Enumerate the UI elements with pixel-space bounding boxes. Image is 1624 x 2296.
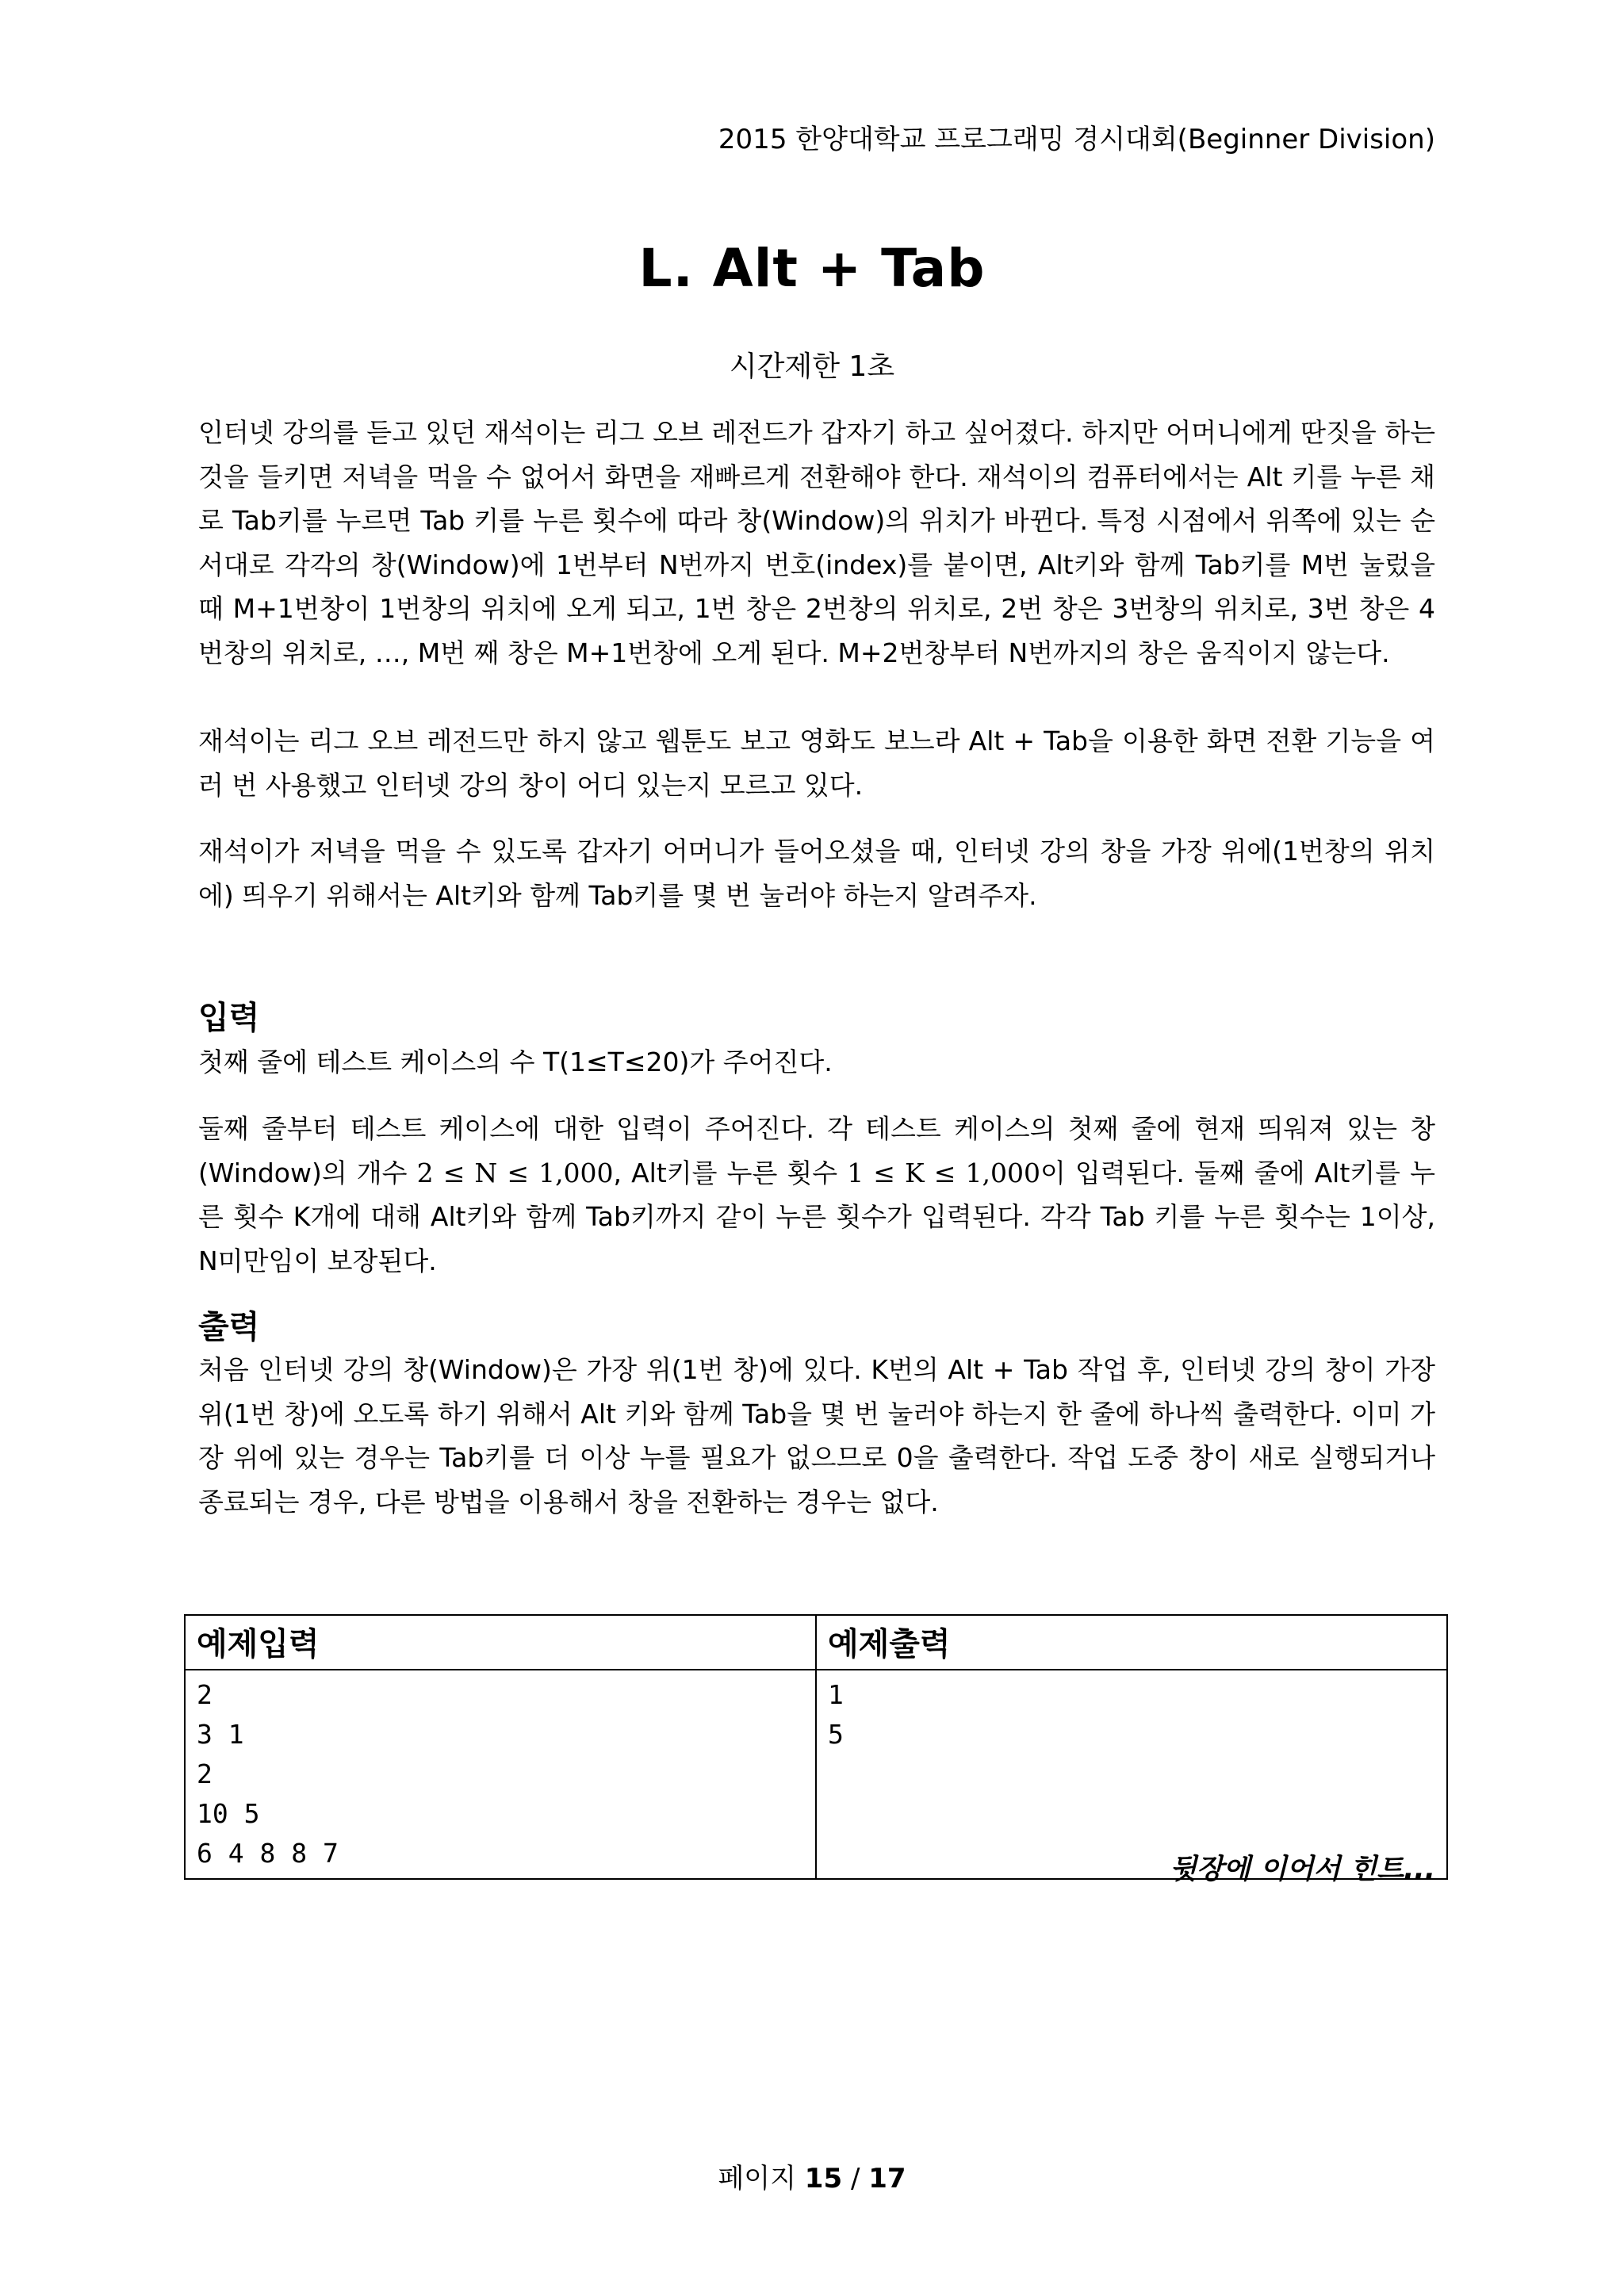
- problem-title: L. Alt + Tab: [638, 238, 986, 299]
- description-paragraph-3: 재석이가 저녁을 먹을 수 있도록 갑자기 어머니가 들어오셨을 때, 인터넷 강의 창을 가장 위에(1번창의 위치에) 띄우기 위해서는 Alt키와 함께 Tab키를 몇 번 눌러야 하는지 알려주자.: [198, 836, 1435, 911]
- sample-table: [184, 1614, 1448, 1880]
- sample-input-cell: 2 3 1 2 10 5 6 4 8 8 7: [185, 1670, 816, 1879]
- input-heading: 입력: [198, 1000, 260, 1036]
- description-paragraph-2: 재석이는 리그 오브 레전드만 하지 않고 웹툰도 보고 영화도 보느라 Alt + Tab을 이용한 화면 전환 기능을 여러 번 사용했고 인터넷 강의 창이 어디 있는지 모르고 있다.: [198, 725, 1435, 801]
- sample-output-cell: 1 5: [816, 1670, 1447, 1879]
- output-paragraph: 처음 인터넷 강의 창(Window)은 가장 위(1번 창)에 있다. K번의 Alt + Tab 작업 후, 인터넷 강의 창이 가장 위(1번 창)에 오도록 하기 위해서 Alt 키와 함께 Tab을 몇 번 눌러야 하는지 한 줄에 하나씩 출력한다. 이미 가장 위에 있는 경우는 Tab키를 더 이상 누를 필요가 없으므로 0을 출력한다. 작업 도중 창이 새로 실행되거나 종료되는 경우, 다른 방법을 이용해서 창을 전환하는 경우는 없다.: [198, 1354, 1435, 1517]
- contest-header: 2015 한양대학교 프로그래밍 경시대회(Beginner Division): [718, 124, 1435, 155]
- n-range-math: 2 ≤ N ≤ 1,000: [416, 1157, 614, 1188]
- page-label: 페이지: [718, 2163, 796, 2195]
- sample-header-row: [185, 1615, 1447, 1670]
- hint-continuation: 뒷장에 이어서 힌트...: [1170, 1854, 1435, 1885]
- description-paragraph-1: 인터넷 강의를 듣고 있던 재석이는 리그 오브 레전드가 갑자기 하고 싶어졌다. 하지만 어머니에게 딴짓을 하는 것을 들키면 저녁을 먹을 수 없어서 화면을 재빠르게 전환해야 한다. 재석이의 컴퓨터에서는 Alt 키를 누른 채로 Tab키를 누르면 Tab 키를 누른 횟수에 따라 창(Window)의 위치가 바뀐다. 특정 시점에서 위쪽에 있는 순서대로 각각의 창(Window)에 1번부터 N번까지 번호(index)를 붙이면, Alt키와 함께 Tab키를 M번 눌렀을 때 M+1번창이 1번창의 위치에 오게 되고, 1번 창은 2번창의 위치로, 2번 창은 3번창의 위치로, 3번 창은 4번창의 위치로, …, M번 째 창은 M+1번창에 오게 된다. M+2번창부터 N번까지의 창은 움직이지 않는다.: [198, 417, 1435, 668]
- sample-input-header: 예제입력: [185, 1615, 816, 1670]
- sample-output-header: 예제출력: [816, 1615, 1447, 1670]
- input-text-a: 둘째 줄부터 테스트 케이스에 대한 입력이 주어진다. 각 테스트 케이스의 첫째 줄에 현재 띄워져 있는 창(Window)의 개수: [198, 1113, 1435, 1188]
- input-paragraph-2: [198, 1107, 1435, 1283]
- k-range-math: 1 ≤ K ≤ 1,000: [847, 1157, 1040, 1188]
- page-separator: /: [850, 2163, 860, 2195]
- input-line-1: 첫째 줄에 테스트 케이스의 수 T(1≤T≤20)가 주어진다.: [198, 1047, 833, 1077]
- page-footer: [0, 2156, 1624, 2195]
- output-heading: 출력: [198, 1309, 260, 1345]
- input-text-b: , Alt키를 누른 횟수: [613, 1157, 848, 1188]
- time-limit: 시간제한 1초: [729, 350, 895, 383]
- input-text-c: 이 입력된다. 둘째 줄에 Alt키를 누른 횟수 K개에 대해 Alt키와 함께 Tab키까지 같이 누른 횟수가 입력된다. 각각 Tab 키를 누른 횟수는 1이상, N미만임이 보장된다.: [198, 1157, 1435, 1276]
- page-current: 15: [804, 2163, 843, 2195]
- page-total: 17: [868, 2163, 906, 2195]
